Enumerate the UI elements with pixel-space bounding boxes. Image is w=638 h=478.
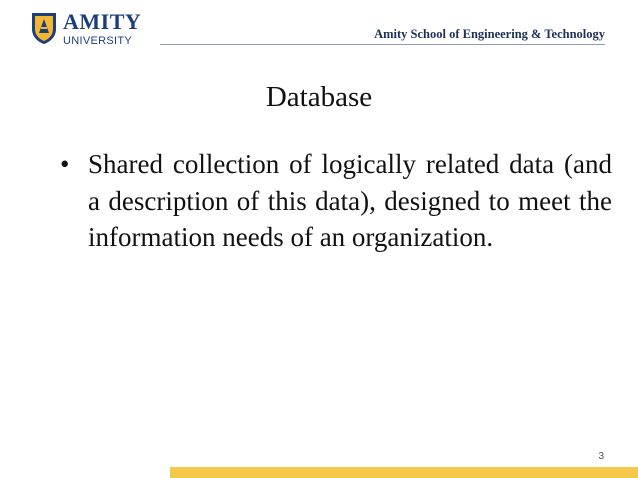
logo-subtitle: UNIVERSITY [63, 35, 133, 47]
logo-wordmark: AMITY [63, 9, 142, 34]
bullet-marker: • [60, 149, 70, 179]
amity-crest-icon [30, 11, 58, 45]
bullet-text: Shared collection of logically related data (and a description of this data), designed to meet the information needs of an organization. [88, 149, 612, 252]
page-number: 3 [598, 451, 604, 462]
footer-bar [170, 467, 638, 478]
school-name: Amity School of Engineering & Technology [374, 27, 605, 41]
amity-logo [30, 10, 150, 50]
header-divider [160, 44, 605, 45]
bullet-list [60, 146, 612, 256]
slide-title: Database [265, 81, 373, 113]
bullet-item [60, 146, 612, 256]
